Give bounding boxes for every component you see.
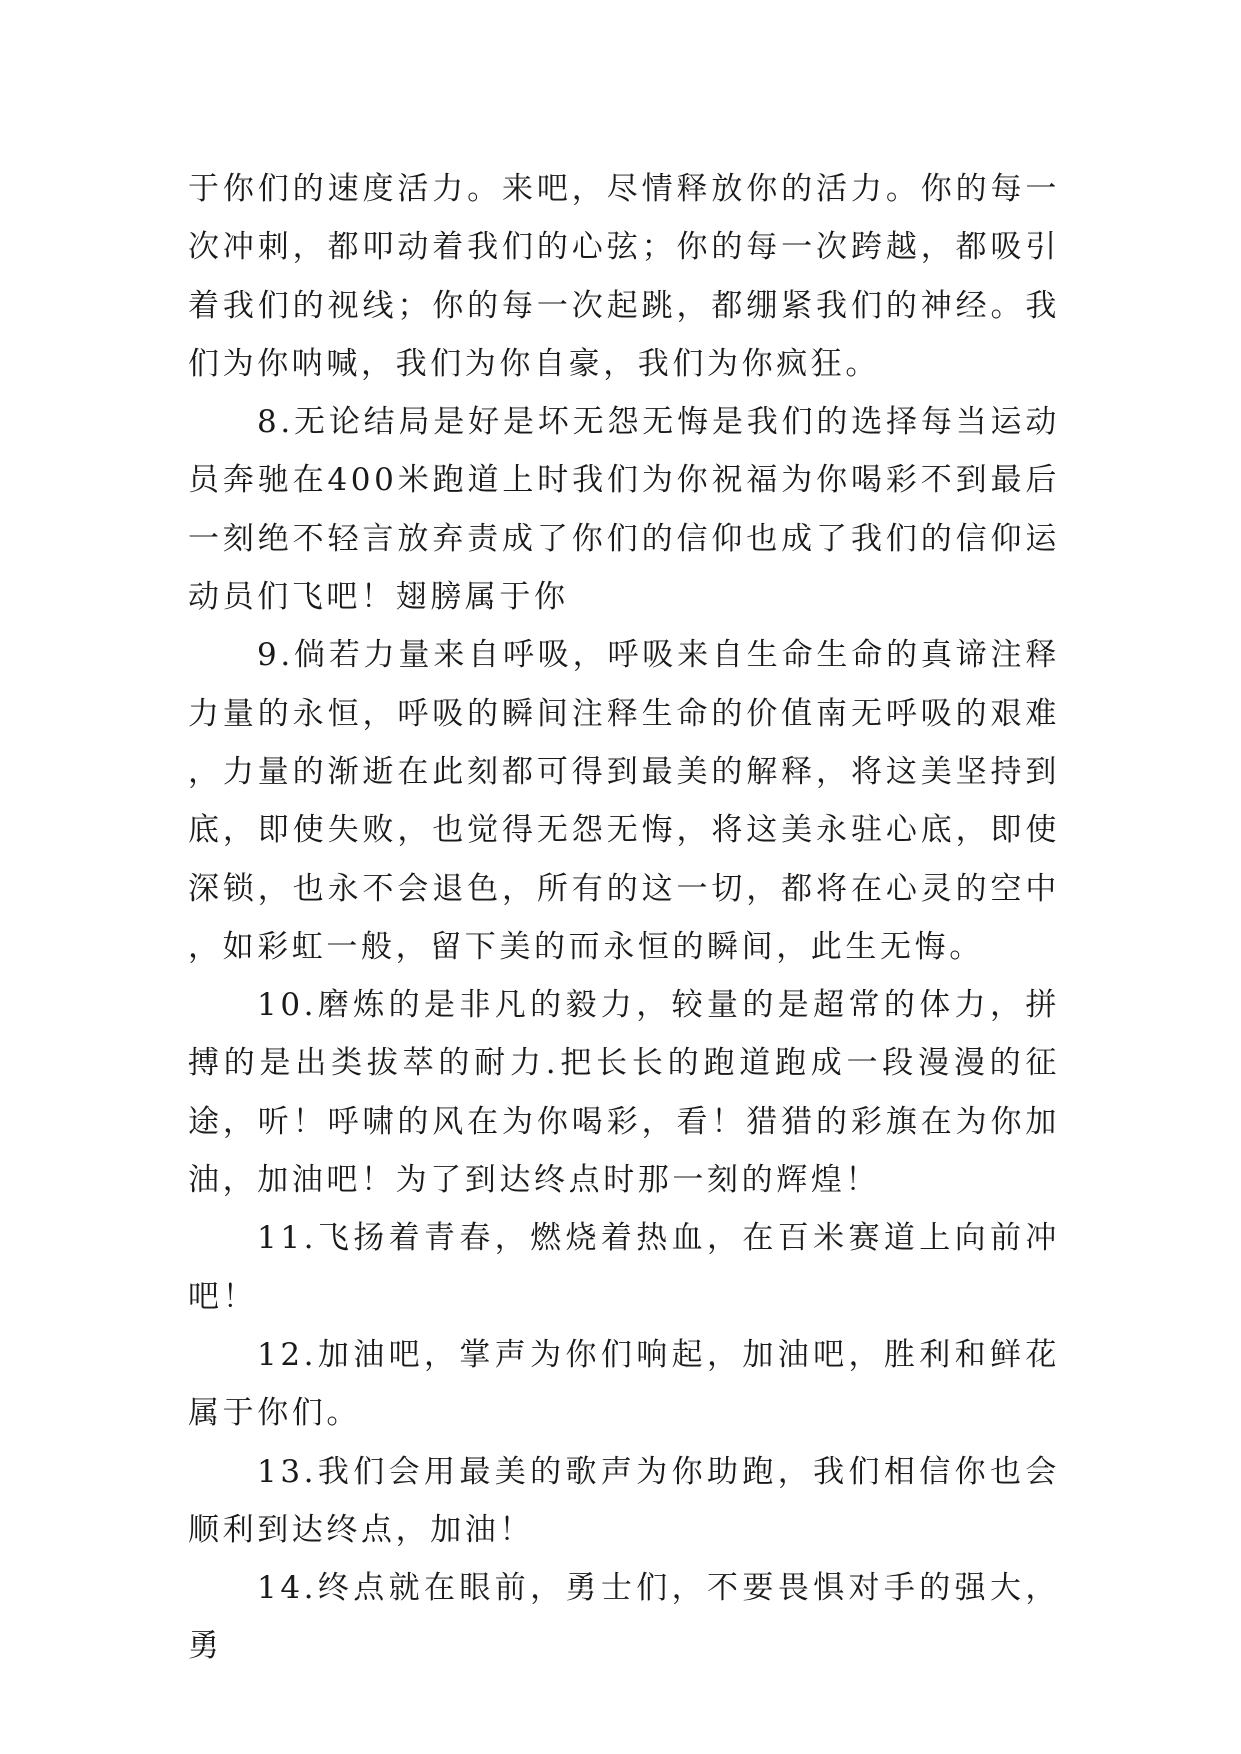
paragraph-item-10: 10.磨炼的是非凡的毅力，较量的是超常的体力，拼搏的是出类拔萃的耐力.把长长的跑道跑成一段漫漫的征途，听！呼啸的风在为你喝彩，看！猎猎的彩旗在为你加油，加油吧！为了到达终点时那一刻的辉煌！ xyxy=(188,987,1060,1199)
paragraph-item-13: 13.我们会用最美的歌声为你助跑，我们相信你也会顺利到达终点，加油！ xyxy=(188,1453,1060,1548)
paragraph-item-8: 8.无论结局是好是坏无怨无悔是我们的选择每当运动员奔驰在400米跑道上时我们为你祝福为你喝彩不到最后一刻绝不轻言放弃责成了你们的信仰也成了我们的信仰运动员们飞吧！翅膀属于你 xyxy=(188,404,1060,616)
document-body xyxy=(188,160,1060,1676)
paragraph-item-14: 14.终点就在眼前，勇士们，不要畏惧对手的强大，勇 xyxy=(188,1570,1060,1665)
paragraph-item-9: 9.倘若力量来自呼吸，呼吸来自生命生命的真谛注释力量的永恒，呼吸的瞬间注释生命的价值南无呼吸的艰难，力量的渐逝在此刻都可得到最美的解释，将这美坚持到底，即使失败，也觉得无怨无悔，将这美永驻心底，即使深锁，也永不会退色，所有的这一切，都将在心灵的空中，如彩虹一般，留下美的而永恒的瞬间，此生无悔。 xyxy=(188,637,1060,965)
paragraph-item-12: 12.加油吧，掌声为你们响起，加油吧，胜利和鲜花属于你们。 xyxy=(188,1336,1060,1432)
paragraph-item-11: 11.飞扬着青春，燃烧着热血，在百米赛道上向前冲吧！ xyxy=(188,1220,1060,1315)
paragraph-continuation: 于你们的速度活力。来吧，尽情释放你的活力。你的每一次冲刺，都叩动着我们的心弦；你的每一次跨越，都吸引着我们的视线；你的每一次起跳，都绷紧我们的神经。我们为你呐喊，我们为你自豪，我们为你疯狂。 xyxy=(188,171,1060,382)
